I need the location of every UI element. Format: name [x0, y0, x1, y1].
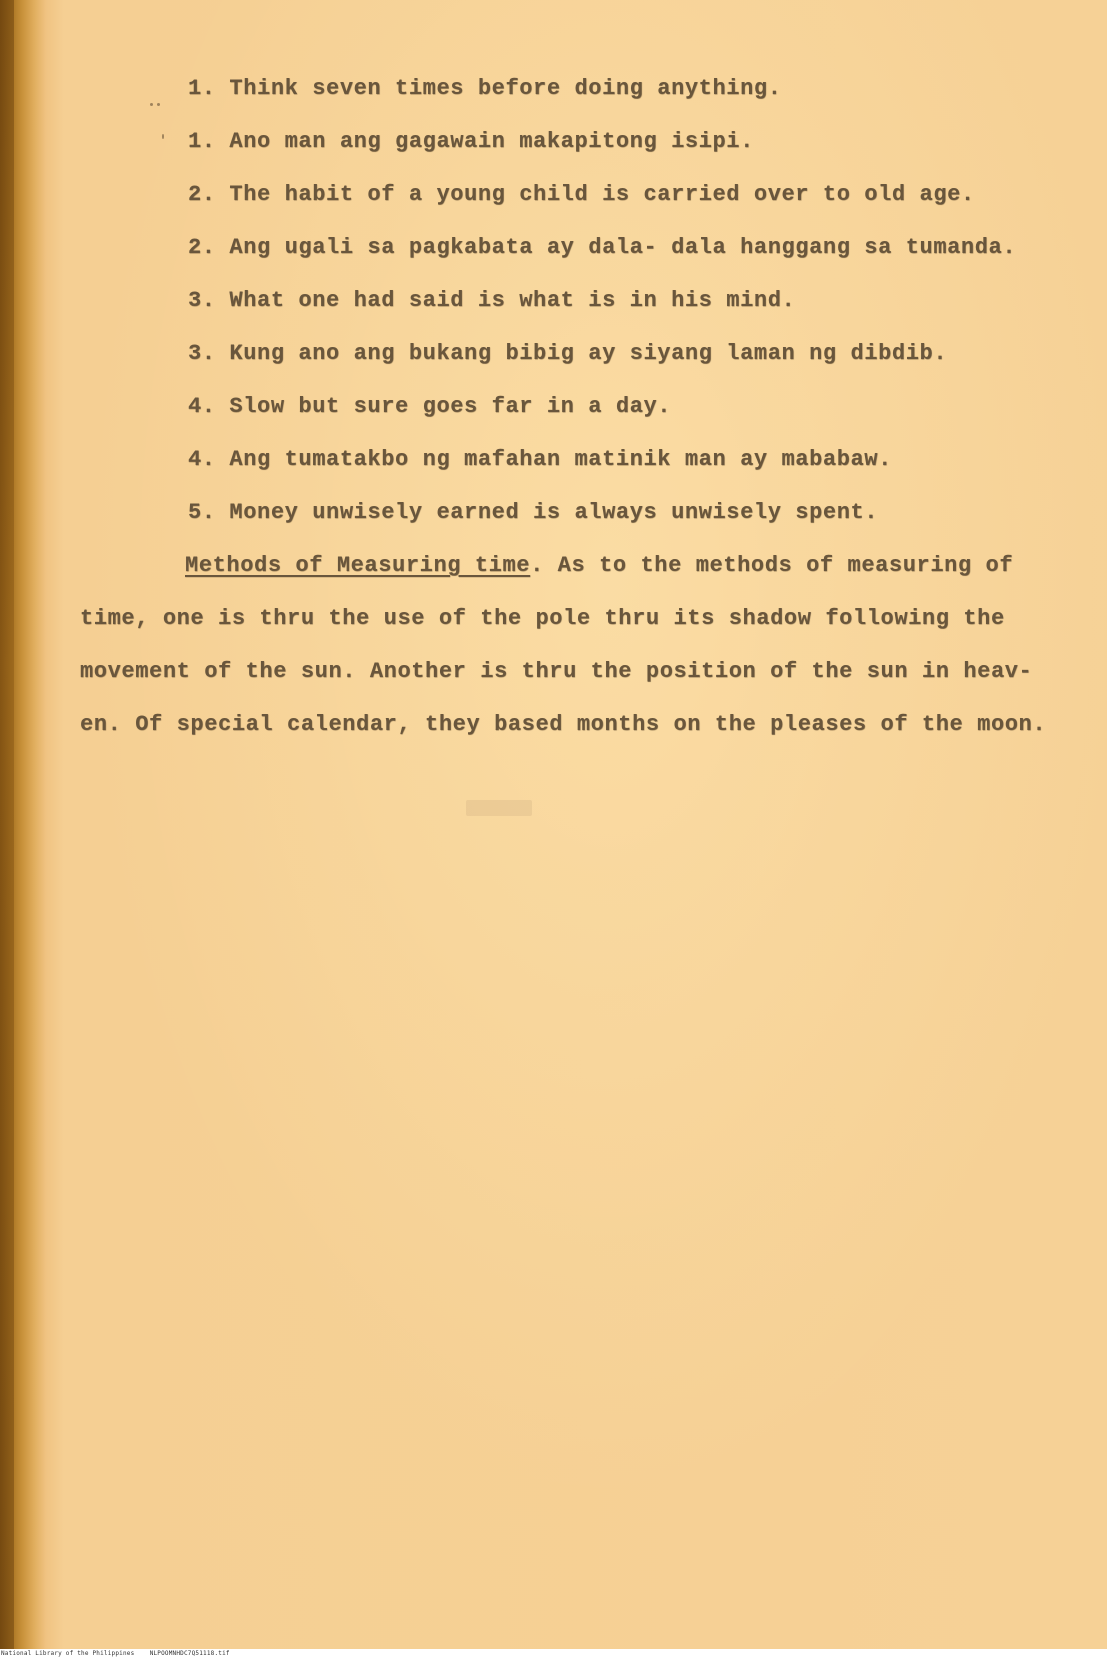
proverb-line: 2. The habit of a young child is carried over to old age.: [188, 182, 975, 207]
paragraph-first-line: [185, 553, 1013, 578]
proverb-line: 3. What one had said is what is in his mind.: [188, 288, 796, 313]
paragraph-line: time, one is thru the use of the pole thru its shadow following the: [80, 606, 1005, 631]
paragraph-line: movement of the sun. Another is thru the position of the sun in heav-: [80, 659, 1033, 684]
ink-speck: [157, 103, 160, 106]
proverb-line: 5. Money unwisely earned is always unwisely spent.: [188, 500, 879, 525]
page-spine-shadow: [0, 0, 14, 1658]
proverb-line: 1. Ano man ang gagawain makapitong isipi.: [188, 129, 754, 154]
scan-footer: [0, 1649, 1107, 1658]
ink-speck: [150, 103, 153, 106]
paragraph-text: . As to the methods of measuring of: [530, 553, 1014, 578]
proverb-line: 2. Ang ugali sa pagkabata ay dala- dala hanggang sa tumanda.: [188, 235, 1017, 260]
proverb-line: 3. Kung ano ang bukang bibig ay siyang laman ng dibdib.: [188, 341, 948, 366]
footer-file-id: NLPOOMNHDC7Q51118.tif: [149, 1650, 230, 1657]
faded-bleed-through-mark: [466, 800, 532, 816]
proverb-line: 4. Slow but sure goes far in a day.: [188, 394, 672, 419]
paragraph-line: en. Of special calendar, they based months on the pleases of the moon.: [80, 712, 1047, 737]
proverb-line: 4. Ang tumatakbo ng mafahan matinik man ay mababaw.: [188, 447, 892, 472]
ink-speck: [162, 134, 164, 139]
proverb-line: 1. Think seven times before doing anything.: [188, 76, 782, 101]
footer-library: National Library of the Philippines: [1, 1650, 135, 1657]
scan-footer-text: [1, 1650, 230, 1658]
section-heading: Methods of Measuring time: [185, 553, 531, 578]
